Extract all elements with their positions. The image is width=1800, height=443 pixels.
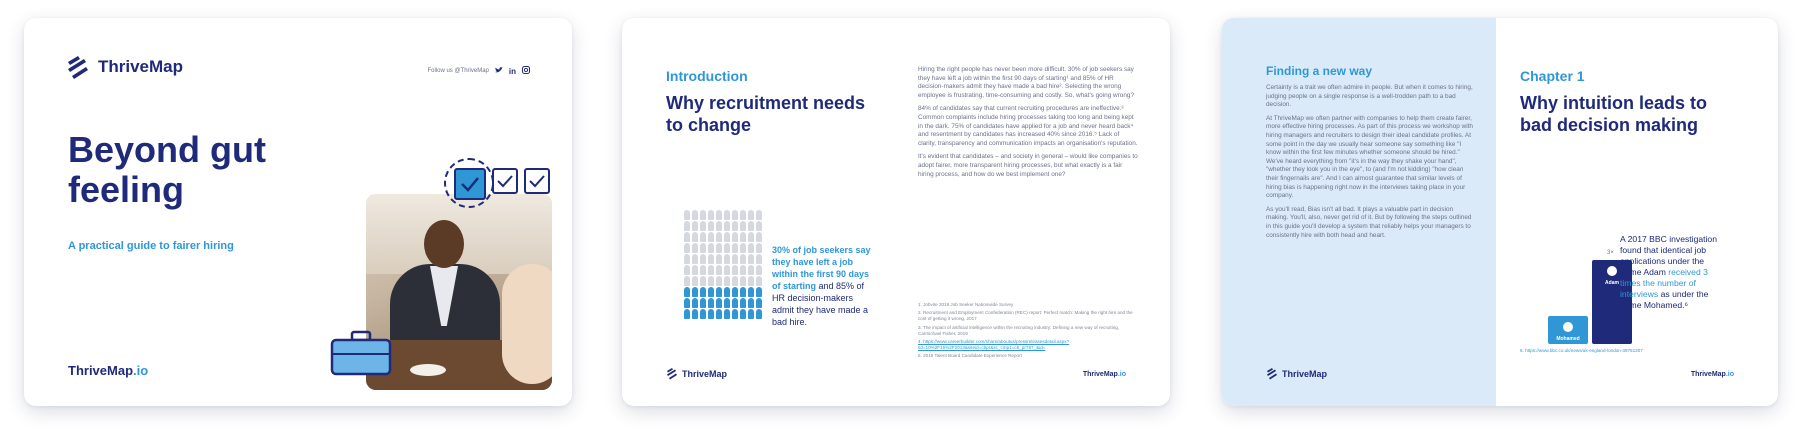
person-icon bbox=[716, 309, 722, 319]
person-icon bbox=[708, 287, 714, 297]
bbc-finding bbox=[1620, 234, 1720, 311]
person-icon bbox=[748, 298, 754, 308]
person-icon bbox=[708, 276, 714, 286]
person-icon bbox=[684, 254, 690, 264]
person-icon bbox=[724, 254, 730, 264]
person-icon bbox=[716, 276, 722, 286]
person-icon bbox=[684, 287, 690, 297]
url-tld: .io bbox=[1117, 371, 1126, 378]
url-main: ThriveMap bbox=[1690, 371, 1726, 378]
person-icon bbox=[692, 210, 698, 220]
person-icon bbox=[684, 210, 690, 220]
person-icon bbox=[724, 232, 730, 242]
person-icon bbox=[756, 276, 762, 286]
finding-text-end: as under the name Mohamed.⁶ bbox=[1620, 289, 1709, 310]
person-icon bbox=[740, 243, 746, 253]
person-icon bbox=[740, 221, 746, 231]
person-icon bbox=[708, 221, 714, 231]
person-icon bbox=[732, 298, 738, 308]
finding-text: A 2017 BBC investigation found that identical job applications under the name Adam bbox=[1620, 234, 1717, 277]
person-icon bbox=[724, 276, 730, 286]
person-icon bbox=[700, 298, 706, 308]
briefcase-icon bbox=[330, 330, 392, 376]
person-icon bbox=[740, 232, 746, 242]
bar-annotation: 3× bbox=[1607, 250, 1614, 256]
person-icon bbox=[708, 243, 714, 253]
panel-body bbox=[1266, 84, 1476, 245]
people-pictogram bbox=[684, 210, 764, 319]
person-icon bbox=[724, 287, 730, 297]
cover-subtitle: A practical guide to fairer hiring bbox=[68, 240, 234, 252]
person-icon bbox=[716, 298, 722, 308]
bar-label: Mohamed bbox=[1556, 336, 1580, 342]
footer-logo bbox=[1266, 367, 1327, 380]
panel-paragraph: At ThriveMap we often partner with companies to help them create fairer, more effective hiring processes. As part of this process we workshop with hiring managers and recruiters to design their ideal candidate profiles. At some point in the day we usually hear someone say something like "I know within the first few minutes whether someone should be hired." We've heard everything from "it's in the way they shake your hand", "whether they look you in the eye", to (and I'm not kidding) "how clean their fingernails are". And I can almost guarantee that similar levels of hiring bias is happening right now in the interviews taking place in your company. bbox=[1266, 114, 1473, 200]
footer-logo bbox=[666, 367, 727, 380]
person-icon bbox=[740, 309, 746, 319]
intro-body bbox=[918, 66, 1138, 184]
person-icon bbox=[724, 221, 730, 231]
brand-logo bbox=[66, 54, 183, 80]
panel-paragraph: As you'll read, Bias isn't all bad. It plays a valuable part in decision making. You'll, also, never get rid of it. But by following the steps outlined in this guide you'll develop a system that reliably helps your managers to consistently hire with both head and heart. bbox=[1266, 205, 1472, 239]
cover-page bbox=[24, 18, 572, 406]
intro-paragraph: It's evident that candidates – and society in general – would like companies to adopt fairer, more transparent hiring processes, but what exactly is a fair hiring process, and how do we best implement one? bbox=[918, 153, 1138, 178]
person-icon bbox=[692, 254, 698, 264]
linkedin-icon[interactable]: in bbox=[508, 66, 516, 76]
person-icon bbox=[724, 243, 730, 253]
person-icon bbox=[692, 232, 698, 242]
person-icon bbox=[748, 221, 754, 231]
statistic-highlight: 30% of job seekers say they have left a job within the first 90 days of starting bbox=[772, 245, 871, 291]
person-icon bbox=[724, 210, 730, 220]
person-icon bbox=[724, 265, 730, 275]
thrivemap-logo-icon bbox=[66, 54, 90, 80]
person-icon bbox=[740, 210, 746, 220]
intro-paragraph: 84% of candidates say that current recruiting procedures are ineffective.³ Common complaints include hiring processes taking too long and being kept in the dark. 75% of candidates have applied for a job and never heard back⁴ and resentment by candidates has increased 40% since 2016.⁵ Lack of clarity, transparency and communication impacts an organisation's reputation. bbox=[918, 105, 1138, 147]
thrivemap-logo-icon bbox=[1266, 367, 1278, 380]
website-url[interactable] bbox=[68, 363, 148, 378]
person-icon bbox=[708, 309, 714, 319]
person-icon bbox=[692, 287, 698, 297]
person-icon bbox=[684, 232, 690, 242]
person-icon bbox=[740, 265, 746, 275]
key-statistic bbox=[772, 244, 876, 328]
social-follow bbox=[427, 66, 530, 76]
introduction-page bbox=[622, 18, 1170, 406]
follow-label: Follow us @ThriveMap bbox=[427, 68, 489, 74]
person-icon bbox=[700, 210, 706, 220]
person-icon bbox=[692, 221, 698, 231]
url-tld: .io bbox=[133, 363, 149, 378]
person-icon bbox=[700, 254, 706, 264]
person-icon bbox=[700, 309, 706, 319]
person-icon bbox=[732, 276, 738, 286]
person-icon bbox=[756, 309, 762, 319]
footer-url[interactable] bbox=[1083, 371, 1126, 378]
bar-label: Adam bbox=[1605, 280, 1619, 286]
person-icon bbox=[684, 309, 690, 319]
chapter-kicker: Chapter 1 bbox=[1520, 68, 1585, 84]
person-icon bbox=[700, 232, 706, 242]
person-icon bbox=[708, 232, 714, 242]
person-icon bbox=[740, 298, 746, 308]
person-icon bbox=[684, 243, 690, 253]
person-icon bbox=[716, 265, 722, 275]
checkbox-icon bbox=[492, 168, 518, 194]
cover-title: Beyond gut feeling bbox=[68, 129, 266, 210]
person-icon bbox=[716, 287, 722, 297]
brand-name: ThriveMap bbox=[1282, 368, 1328, 379]
person-icon bbox=[708, 210, 714, 220]
person-icon bbox=[692, 265, 698, 275]
person-icon bbox=[732, 210, 738, 220]
footnote: 2. Recruitment and Employment Confederation (REC) report: Perfect match: Making the right hire and the cost of getting it wrong, 2017 bbox=[918, 310, 1133, 322]
person-icon bbox=[684, 265, 690, 275]
person-icon bbox=[700, 243, 706, 253]
person-icon bbox=[708, 254, 714, 264]
footnote-link[interactable]: 6. https://www.bbc.co.uk/news/uk-england-london-38751307 bbox=[1520, 348, 1643, 353]
person-icon bbox=[748, 309, 754, 319]
person-icon bbox=[756, 243, 762, 253]
person-icon bbox=[700, 287, 706, 297]
person-icon bbox=[692, 309, 698, 319]
person-icon bbox=[684, 276, 690, 286]
person-icon bbox=[732, 221, 738, 231]
footnote: 5. 2019 Talent Board Candidate Experience Report bbox=[918, 353, 1022, 359]
person-icon bbox=[748, 254, 754, 264]
person-icon bbox=[740, 254, 746, 264]
person-icon bbox=[684, 221, 690, 231]
checkbox-group bbox=[454, 168, 550, 200]
person-icon bbox=[700, 221, 706, 231]
thrivemap-logo-icon bbox=[666, 367, 678, 380]
person-icon bbox=[708, 265, 714, 275]
footnote-link[interactable]: 4. https://www.careerbuilder.com/share/aboutus/pressreleasesdetail.aspx?sd=10%2F15%2F2013&siteid=cbpr&sc_cmp1=cb_pr787_&id= bbox=[918, 339, 1070, 351]
person-icon bbox=[732, 232, 738, 242]
person-icon bbox=[700, 265, 706, 275]
person-icon bbox=[708, 298, 714, 308]
person-icon bbox=[756, 298, 762, 308]
person-icon bbox=[732, 243, 738, 253]
url-tld: .io bbox=[1725, 371, 1734, 378]
person-icon bbox=[756, 221, 762, 231]
person-icon bbox=[684, 298, 690, 308]
person-icon bbox=[748, 210, 754, 220]
chapter-heading: Why intuition leads to bad decision making bbox=[1520, 93, 1707, 135]
cover-photo bbox=[366, 194, 552, 390]
instagram-icon[interactable] bbox=[522, 66, 530, 76]
person-icon bbox=[724, 298, 730, 308]
person-icon bbox=[732, 254, 738, 264]
panel-paragraph: Certainty is a trait we often admire in people. But when it comes to hiring, judging people on a single response is a well-trodden path to a bad decision. bbox=[1266, 84, 1473, 109]
person-icon bbox=[756, 254, 762, 264]
chapter-1-page bbox=[1222, 18, 1778, 406]
person-icon bbox=[732, 309, 738, 319]
section-kicker: Introduction bbox=[666, 68, 748, 84]
intro-paragraph: Hiring the right people has never been more difficult. 30% of job seekers say they have left a job within the first 90 days of starting¹ and 85% of HR decision-makers admit they have made a bad hire². Selecting the wrong employee is frustrating, time-consuming and costly. So, what's going wrong? bbox=[918, 66, 1135, 99]
person-icon bbox=[1607, 266, 1617, 276]
person-icon bbox=[1563, 322, 1573, 332]
person-icon bbox=[700, 276, 706, 286]
brand-name: ThriveMap bbox=[98, 57, 184, 76]
person-icon bbox=[748, 265, 754, 275]
person-icon bbox=[716, 243, 722, 253]
panel-kicker: Finding a new way bbox=[1266, 64, 1373, 78]
statistic-rest: and 85% of HR decision-makers admit they have made a bad hire. bbox=[772, 281, 869, 327]
person-icon bbox=[748, 276, 754, 286]
person-icon bbox=[732, 265, 738, 275]
twitter-icon[interactable] bbox=[495, 67, 503, 76]
person-icon bbox=[716, 210, 722, 220]
person-icon bbox=[756, 287, 762, 297]
person-icon bbox=[748, 232, 754, 242]
person-icon bbox=[716, 254, 722, 264]
person-icon bbox=[692, 276, 698, 286]
person-icon bbox=[748, 243, 754, 253]
url-main: ThriveMap bbox=[1082, 371, 1118, 378]
brand-name: ThriveMap bbox=[682, 368, 728, 379]
person-icon bbox=[748, 287, 754, 297]
person-icon bbox=[692, 298, 698, 308]
section-heading: Why recruitment needs to change bbox=[666, 93, 866, 135]
person-icon bbox=[716, 232, 722, 242]
footnotes-list bbox=[918, 302, 1140, 362]
footnote: 1. Jobvite 2018 Job Seeker Nationwide Survey bbox=[918, 302, 1014, 307]
person-icon bbox=[756, 232, 762, 242]
footnote: 3. The impact of artificial intelligence within the recruiting industry: Defining a new way of recruiting, Carmichael Fisher, 2019 bbox=[918, 324, 1120, 336]
person-icon bbox=[740, 287, 746, 297]
person-icon bbox=[716, 221, 722, 231]
person-icon bbox=[756, 265, 762, 275]
finding-highlight: received 3 times the number of interviews bbox=[1620, 267, 1708, 299]
checkbox-icon bbox=[454, 168, 486, 200]
url-main: ThriveMap bbox=[68, 363, 134, 378]
person-icon bbox=[692, 243, 698, 253]
person-icon bbox=[724, 309, 730, 319]
person-icon bbox=[756, 210, 762, 220]
person-icon bbox=[740, 276, 746, 286]
footer-url[interactable] bbox=[1691, 371, 1734, 378]
checkbox-icon bbox=[524, 168, 550, 194]
person-icon bbox=[732, 287, 738, 297]
